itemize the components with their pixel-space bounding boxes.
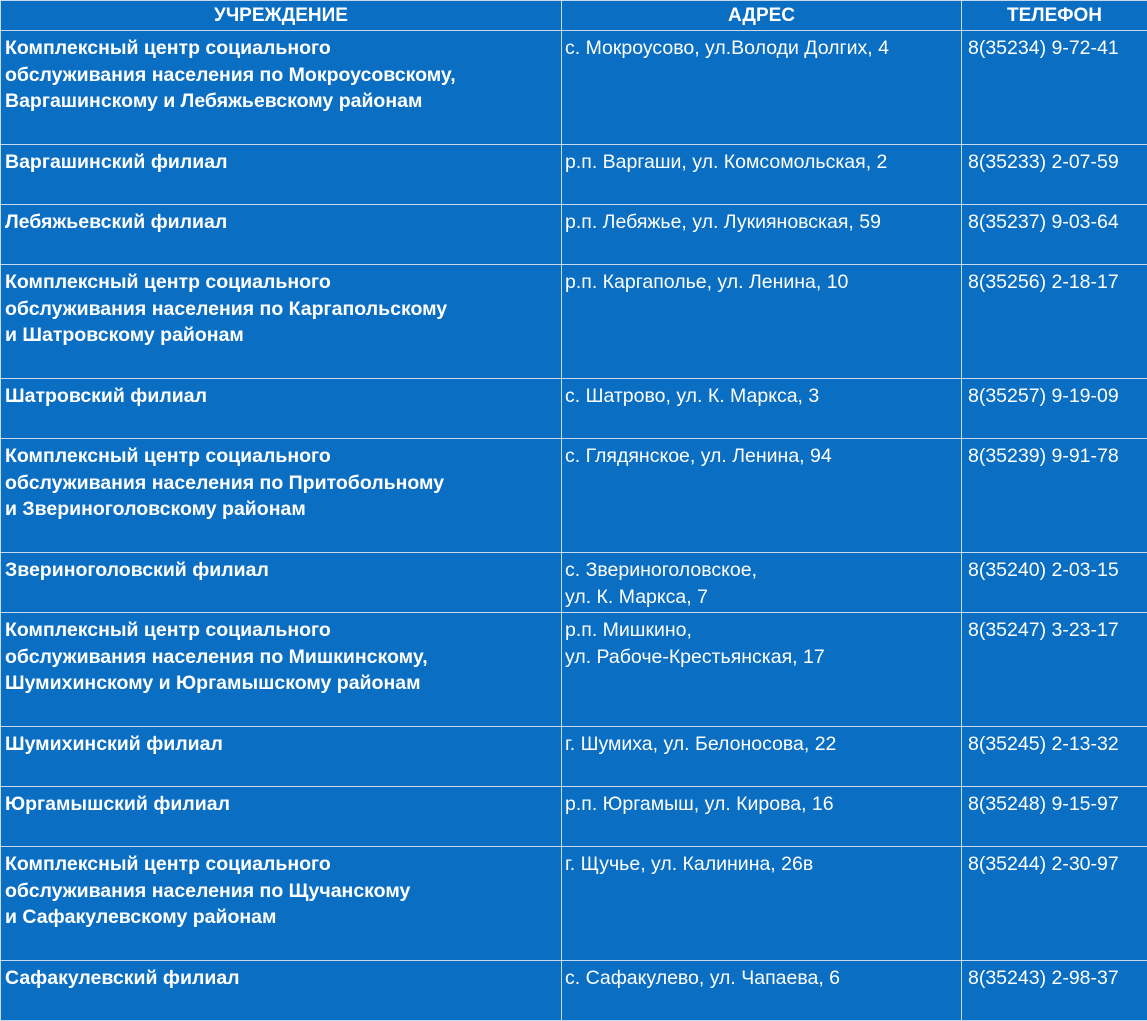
table-header-row [1, 1, 1147, 31]
institution-name: Комплексный центр социального обслуживания населения по Притобольному и Звериноголовскому районам [1, 439, 562, 553]
institution-name: Комплексный центр социального обслуживания населения по Мишкинскому, Шумихинскому и Юргамышскому районам [1, 613, 562, 727]
table-row [1, 205, 1147, 265]
address-cell: с. Мокроусово, ул.Володи Долгих, 4 [562, 31, 962, 145]
table-row [1, 31, 1147, 145]
phone-cell: 8(35244) 2-30-97 [962, 847, 1147, 961]
institution-name: Шатровский филиал [1, 379, 562, 439]
address-cell: с. Сафакулево, ул. Чапаева, 6 [562, 961, 962, 1021]
institution-name: Звериноголовский филиал [1, 553, 562, 613]
address-cell: р.п. Юргамыш, ул. Кирова, 16 [562, 787, 962, 847]
phone-cell: 8(35234) 9-72-41 [962, 31, 1147, 145]
table-row [1, 787, 1147, 847]
institution-name: Комплексный центр социального обслуживания населения по Щучанскому и Сафакулевскому районам [1, 847, 562, 961]
phone-cell: 8(35239) 9-91-78 [962, 439, 1147, 553]
institution-name: Комплексный центр социального обслуживания населения по Мокроусовскому, Варгашинскому и Лебяжьевскому районам [1, 31, 562, 145]
address-cell: р.п. Лебяжье, ул. Лукияновская, 59 [562, 205, 962, 265]
address-cell: с. Шатрово, ул. К. Маркса, 3 [562, 379, 962, 439]
institution-name: Шумихинский филиал [1, 727, 562, 787]
phone-cell: 8(35245) 2-13-32 [962, 727, 1147, 787]
table-row [1, 379, 1147, 439]
phone-cell: 8(35247) 3-23-17 [962, 613, 1147, 727]
phone-cell: 8(35240) 2-03-15 [962, 553, 1147, 613]
address-cell: р.п. Варгаши, ул. Комсомольская, 2 [562, 145, 962, 205]
table-row [1, 265, 1147, 379]
phone-cell: 8(35248) 9-15-97 [962, 787, 1147, 847]
address-cell: г. Шумиха, ул. Белоносова, 22 [562, 727, 962, 787]
address-cell: р.п. Каргаполье, ул. Ленина, 10 [562, 265, 962, 379]
institution-name: Юргамышский филиал [1, 787, 562, 847]
phone-cell: 8(35233) 2-07-59 [962, 145, 1147, 205]
phone-cell: 8(35243) 2-98-37 [962, 961, 1147, 1021]
table-row [1, 613, 1147, 727]
phone-cell: 8(35257) 9-19-09 [962, 379, 1147, 439]
phone-cell: 8(35237) 9-03-64 [962, 205, 1147, 265]
table-row [1, 553, 1147, 613]
address-cell: с. Глядянское, ул. Ленина, 94 [562, 439, 962, 553]
column-header-phone: ТЕЛЕФОН [962, 1, 1147, 31]
address-cell: с. Звериноголовское, ул. К. Маркса, 7 [562, 553, 962, 613]
institution-name: Лебяжьевский филиал [1, 205, 562, 265]
institution-name: Комплексный центр социального обслуживания населения по Каргапольскому и Шатровскому районам [1, 265, 562, 379]
institution-name: Сафакулевский филиал [1, 961, 562, 1021]
column-header-institution: УЧРЕЖДЕНИЕ [1, 1, 562, 31]
column-header-address: АДРЕС [562, 1, 962, 31]
address-cell: р.п. Мишкино, ул. Рабоче-Крестьянская, 17 [562, 613, 962, 727]
table-row [1, 727, 1147, 787]
institution-name: Варгашинский филиал [1, 145, 562, 205]
address-cell: г. Щучье, ул. Калинина, 26в [562, 847, 962, 961]
table-row [1, 961, 1147, 1021]
table-row [1, 847, 1147, 961]
table-row [1, 439, 1147, 553]
phone-cell: 8(35256) 2-18-17 [962, 265, 1147, 379]
table-row [1, 145, 1147, 205]
